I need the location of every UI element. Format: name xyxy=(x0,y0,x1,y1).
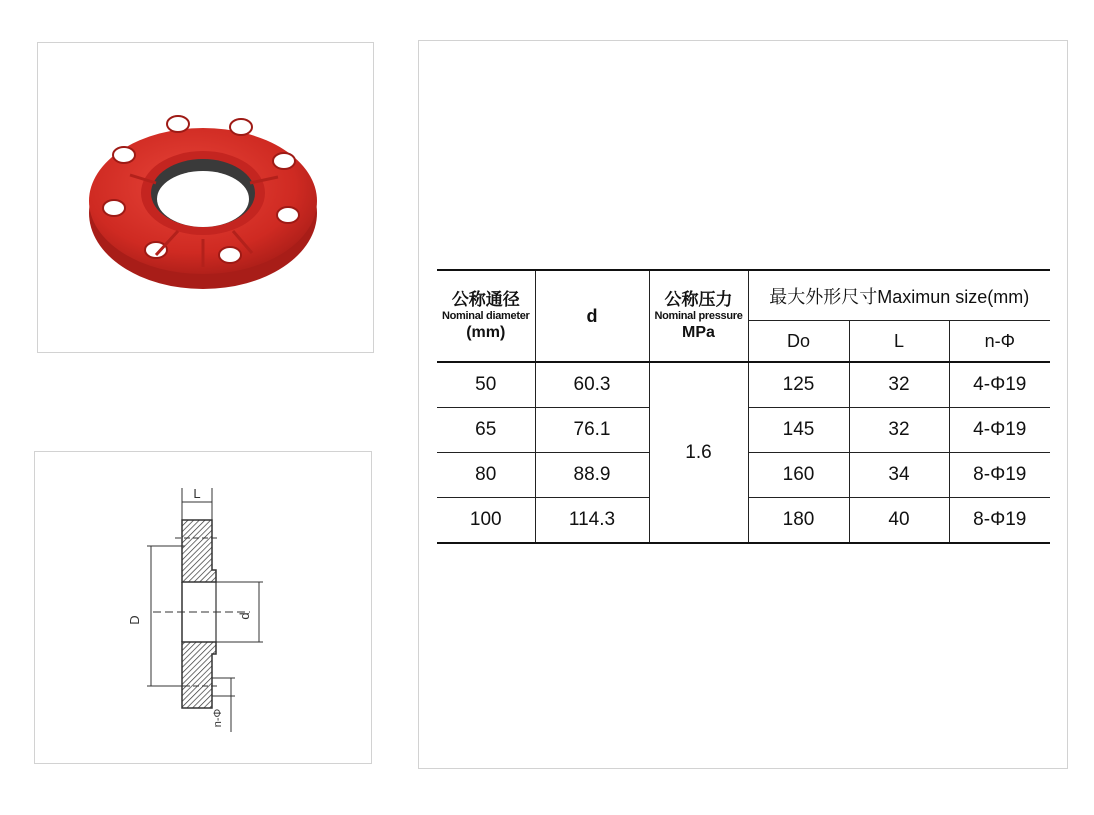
cell-d: 88.9 xyxy=(535,453,649,498)
red-flange-icon xyxy=(38,43,375,354)
cell-dn: 50 xyxy=(437,362,535,408)
flange-section-drawing xyxy=(35,452,373,765)
cell-do: 125 xyxy=(748,362,849,408)
cell-n-phi: 4-Φ19 xyxy=(949,408,1050,453)
drawing-label-d-outer: D xyxy=(127,615,142,625)
header-nominal-pressure: 公称压力 Nominal pressure MPa xyxy=(649,270,748,362)
spec-table xyxy=(437,269,1050,544)
header-l: L xyxy=(849,321,949,363)
drawing-label-n-phi: n-Φ xyxy=(212,708,224,728)
cell-do: 145 xyxy=(748,408,849,453)
header-max-size: 最大外形尺寸Maximun size(mm) xyxy=(748,270,1050,321)
drawing-label-l: L xyxy=(193,486,201,501)
header-n-phi: n-Φ xyxy=(949,321,1050,363)
cell-dn: 100 xyxy=(437,498,535,544)
cell-l: 40 xyxy=(849,498,949,544)
cell-d: 76.1 xyxy=(535,408,649,453)
technical-drawing-panel xyxy=(34,451,372,764)
cell-do: 160 xyxy=(748,453,849,498)
cell-dn: 65 xyxy=(437,408,535,453)
cell-d: 60.3 xyxy=(535,362,649,408)
header-d: d xyxy=(535,270,649,362)
cell-n-phi: 8-Φ19 xyxy=(949,453,1050,498)
table-row xyxy=(437,362,1050,408)
spec-table-panel xyxy=(418,40,1068,769)
cell-pressure: 1.6 xyxy=(649,362,748,543)
cell-l: 32 xyxy=(849,408,949,453)
cell-dn: 80 xyxy=(437,453,535,498)
header-nominal-diameter: 公称通径 Nominal diameter (mm) xyxy=(437,270,535,362)
cell-do: 180 xyxy=(748,498,849,544)
cell-l: 32 xyxy=(849,362,949,408)
cell-n-phi: 8-Φ19 xyxy=(949,498,1050,544)
cell-l: 34 xyxy=(849,453,949,498)
drawing-label-d-inner: d xyxy=(237,612,252,620)
table-header-row xyxy=(437,270,1050,321)
product-photo-panel xyxy=(37,42,374,353)
cell-d: 114.3 xyxy=(535,498,649,544)
header-do: Do xyxy=(748,321,849,363)
cell-n-phi: 4-Φ19 xyxy=(949,362,1050,408)
